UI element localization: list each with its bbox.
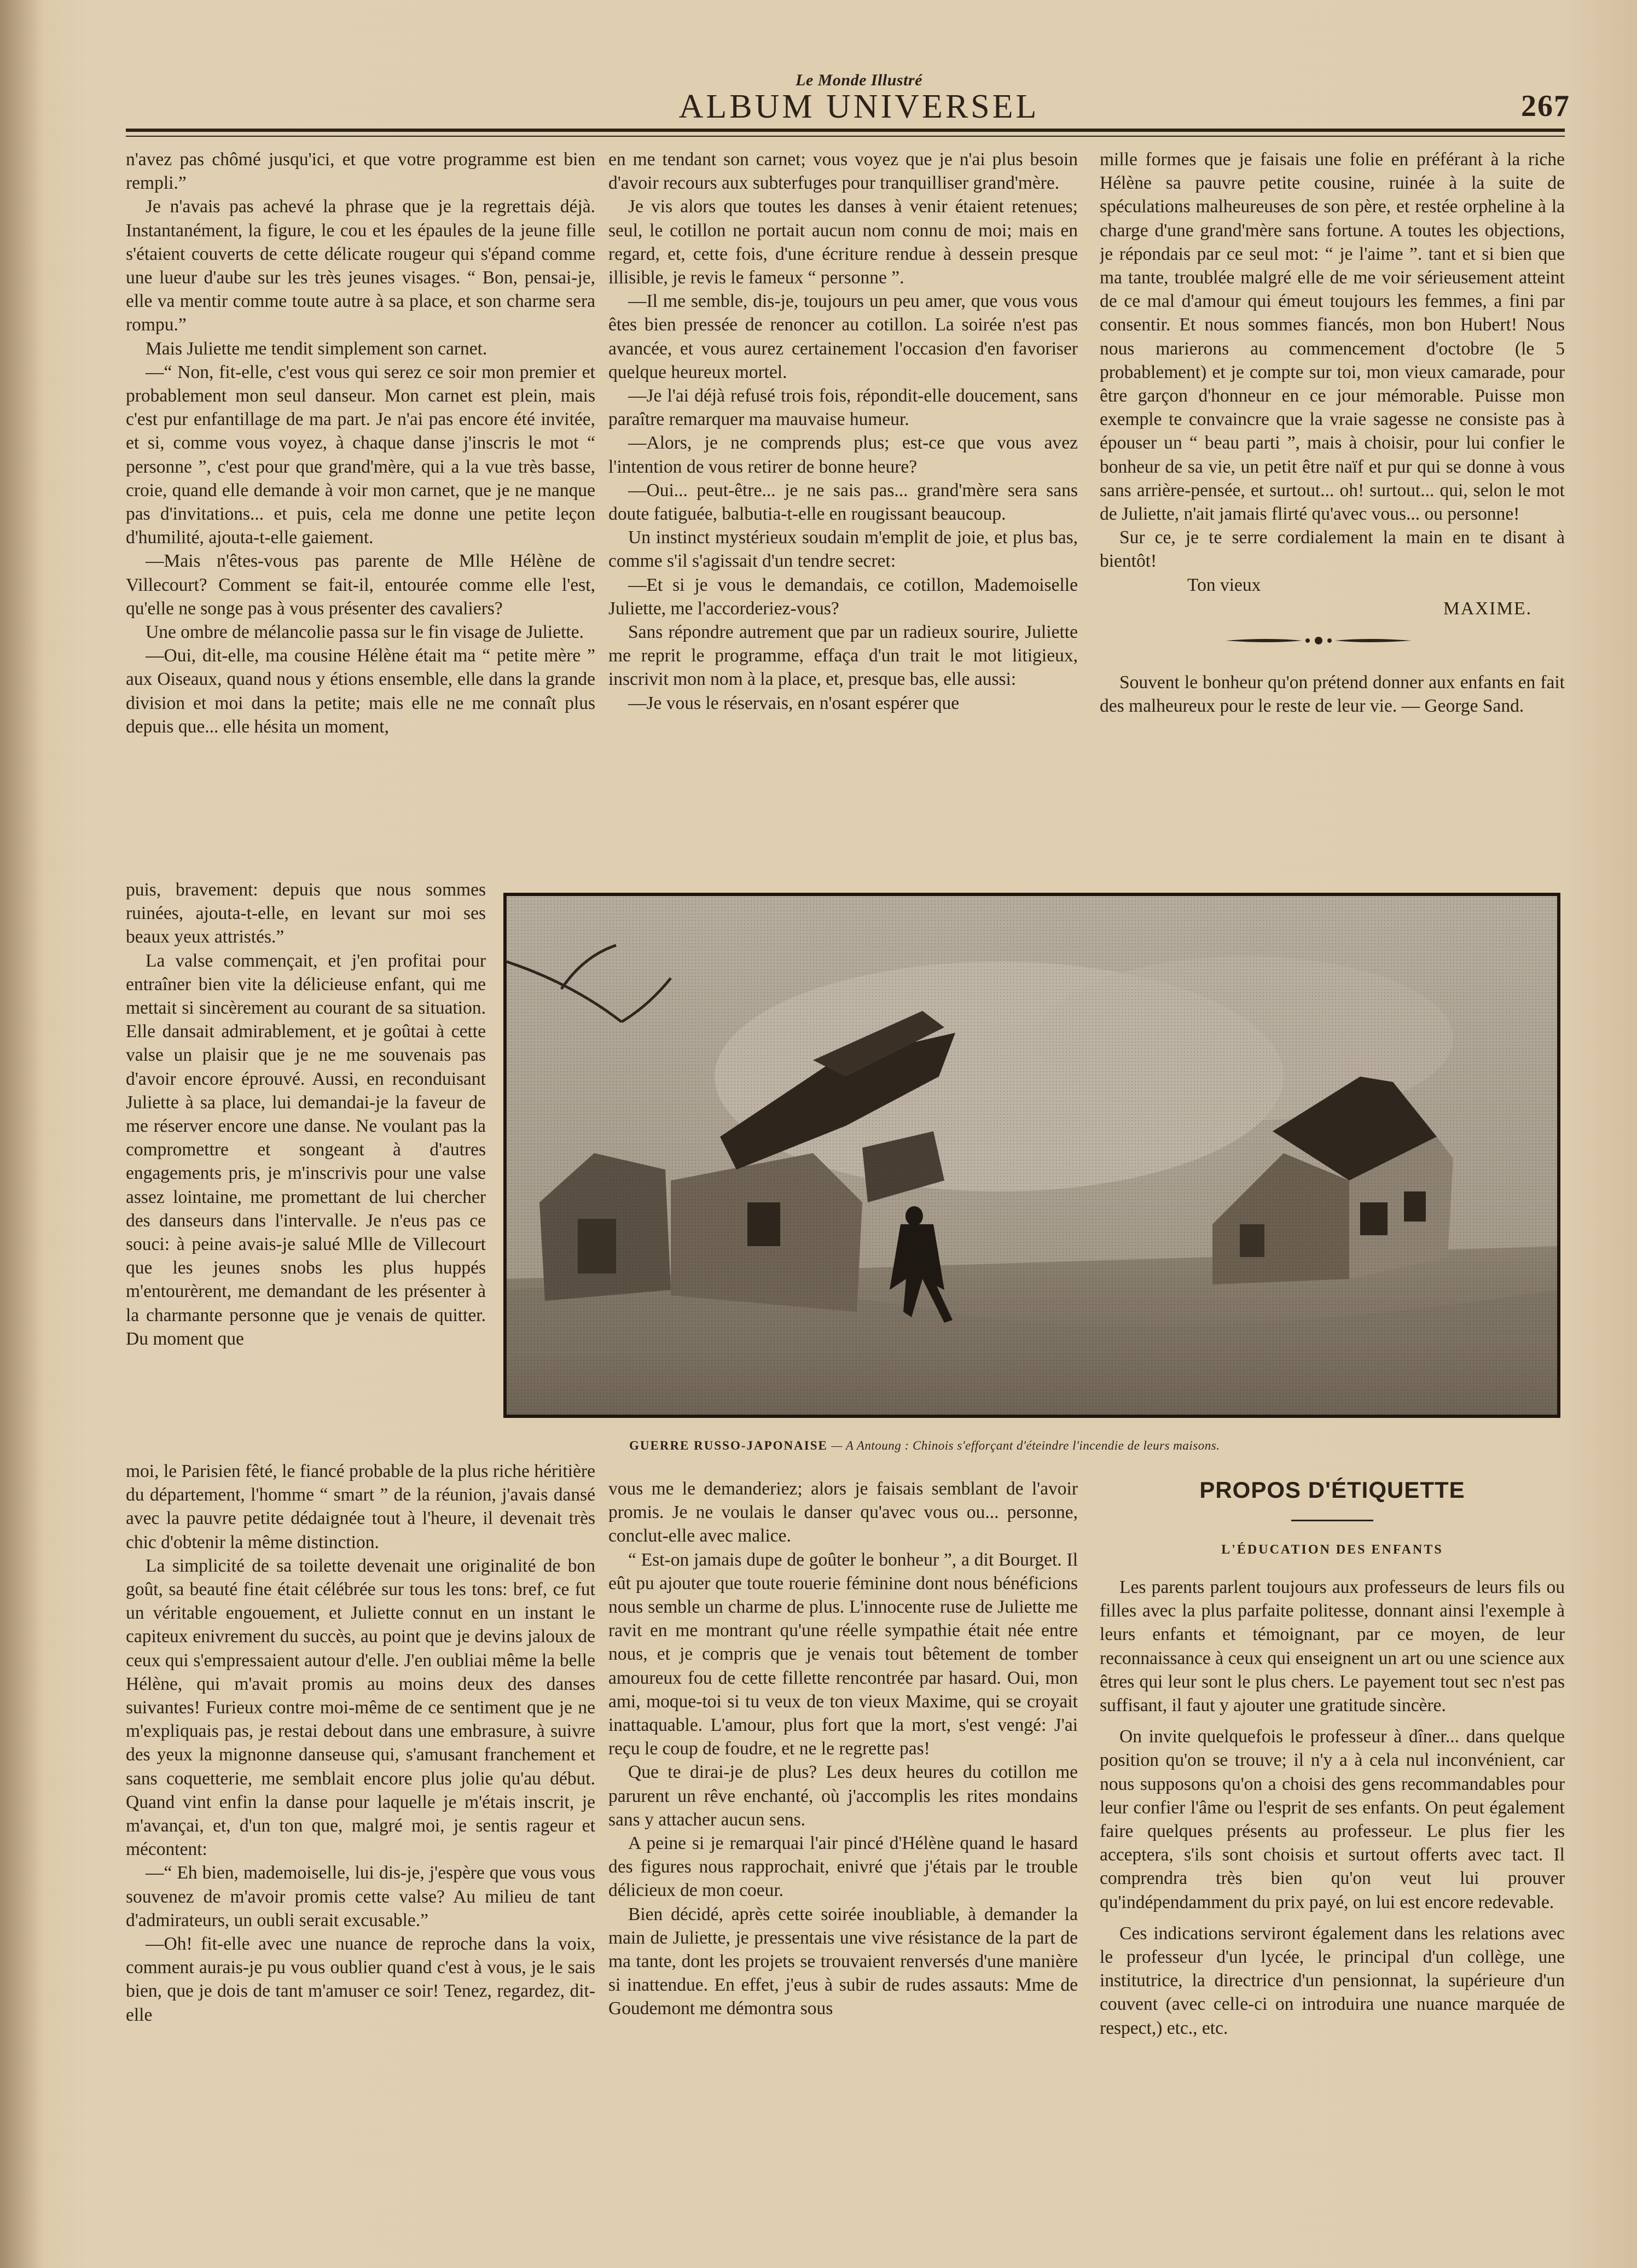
- photograph: [503, 893, 1560, 1418]
- column-1-middle: [126, 878, 486, 1461]
- paragraph: —“ Non, fit-elle, c'est vous qui serez ce soir mon premier et probablement mon seul danseur. Mon carnet est plein, mais c'est pur enfantillage de ma part. Je n'ai pas encore été invitée, et si, comme vous voyez, à chaque danse j'inscris le mot “ personne ”, c'est pour que grand'mère, qui a la vue très basse, croie, quand elle demande à voir mon carnet, que je ne manque pas d'invitations... et puis, cela me donne une petite leçon d'humilité, ajouta-t-elle gaiement.: [126, 362, 595, 548]
- page-number: 267: [1521, 89, 1570, 123]
- header-kicker: Le Monde Illustré: [796, 71, 922, 89]
- paragraph: Une ombre de mélancolie passa sur le fin visage de Juliette.: [146, 622, 584, 643]
- paragraph: —Oui... peut-être... je ne sais pas... grand'mère sera sans doute fatiguée, balbutia-t-elle en rougissant beaucoup.: [608, 480, 1078, 525]
- paragraph: —Alors, je ne comprends plus; est-ce que vous avez l'intention de vous retirer de bonne heure?: [608, 433, 1078, 477]
- paragraph: La simplicité de sa toilette devenait une originalité de bon goût, sa beauté fine était célébrée sur tous les tons: bref, ce fut un véritable engouement, et Juliette connut en un instant le capiteux enivrement du succès, au point que je devins jaloux de ceux qui s'empressaient autour d'elle. J'en oubliai même la belle Hélène, qui m'avait promis au moins deux des danses suivantes! Furieux contre moi-même de ce sentiment que je ne m'expliquais pas, je restai debout dans une embrasure, à suivre des yeux la mignonne danseuse qui, s'amusant franchement et sans coquetterie, me semblait encore plus jolie qu'au début. Quand vint enfin la danse pour laquelle je m'étais inscrit, je m'avançai, et, d'un ton que, malgré moi, je sentis rageur et mécontent:: [126, 1555, 595, 1860]
- paragraph: Ces indications serviront également dans les relations avec le professeur d'un lycée, le principal d'un collège, une institutrice, la directrice d'un pensionnat, la supérieure d'un couvent (avec celle-ci on introduira une nuance marquée de respect,) etc., etc.: [1100, 1923, 1565, 2038]
- paragraph: “ Est-on jamais dupe de goûter le bonheur ”, a dit Bourget. Il eût pu ajouter que toute rouerie féminine dont nous bénéficions nous semble un charme de plus. L'innocente ruse de Juliette me ravit en me montrant qu'une réelle sympathie était née entre nous, et je compris que je venais tout bêtement de tomber amoureux fou de cette fillette rencontrée par hasard. Oui, mon ami, moque-toi si tu veux de ton vieux Maxime, qui se croyait inattaquable. L'amour, plus fort que la mort, s'est vengé: J'ai reçu le coup de foudre, et ne le regrette pas!: [608, 1549, 1078, 1759]
- masthead-title: ALBUM UNIVERSEL: [678, 88, 1040, 125]
- paragraph: On invite quelquefois le professeur à dîner... dans quelque position qu'on se trouve; il n'y a à cela nul inconvénient, car nous supposons qu'on a choisi des gens recommandables pour leur confier l'âme ou l'esprit de ses enfants. On peut également faire quelques présents au professeur. Le plus fier les acceptera, s'ils sont choisis et surtout offerts avec tact. Il comprendra très bien qu'on veut lui prouver qu'indépendamment du prix payé, on lui est encore redevable.: [1100, 1726, 1565, 1912]
- paragraph: Je n'avais pas achevé la phrase que je la regrettais déjà. Instantanément, la figure, le cou et les épaules de la jeune fille s'étaient couverts de cette délicate rougeur qui s'épand comme une lueur d'aube sur les très jeunes visages. “ Bon, pensai-je, elle va mentir comme toute autre à sa place, et son charme sera rompu.”: [126, 196, 595, 335]
- paragraph: Mais Juliette me tendit simplement son carnet.: [146, 338, 487, 359]
- caption-text: — A Antoung : Chinois s'efforçant d'éteindre l'incendie de leurs maisons.: [831, 1439, 1220, 1452]
- ornament-divider: [1100, 632, 1565, 654]
- paragraph: mille formes que je faisais une folie en préférant à la riche Hélène sa pauvre petite cousine, ruinée à la suite de spéculations malheureuses de son père, et restée orpheline à la charge d'une grand'mère sans fortune. A toutes les objections, je répondais par ce seul mot: “ je l'aime ”. tant et si bien que ma tante, troublée malgré elle de me voir sérieusement atteint de ce mal d'amour qui émeut toujours les femmes, a fini par consentir. Et nous sommes fiancés, mon bon Hubert! Nous nous marierons au commencement d'octobre (le 5 probablement) et je compte sur toi, mon vieux camarade, pour être garçon d'honneur en ce jour mémorable. Puisse mon exemple te convaincre que la vraie sagesse ne consiste pas à épouser un “ beau parti ”, mais à choisir, pour lui confier le bonheur de sa vie, un petit être naïf et pur qui se donne à vous sans arrière-pensée, et surtout... oh! surtout... qui, selon le mot de Juliette, n'ait jamais flirté qu'avec vous... ou personne!: [1100, 149, 1565, 525]
- caption-title: GUERRE RUSSO-JAPONAISE: [629, 1439, 828, 1452]
- paragraph: Sur ce, je te serre cordialement la main en te disant à bientôt!: [1100, 527, 1565, 572]
- header-rule-thin: [126, 136, 1565, 137]
- section-title: PROPOS D'ÉTIQUETTE: [1199, 1477, 1465, 1503]
- section-subtitle: L'ÉDUCATION DES ENFANTS: [1221, 1543, 1443, 1557]
- paragraph: —Oh! fit-elle avec une nuance de reproche dans la voix, comment aurais-je pu vous oublier quand c'est à vous, je le sais bien, que je dois de tant m'amuser ce soir! Tenez, regardez, dit-elle: [126, 1934, 595, 2025]
- paragraph: Que te dirai-je de plus? Les deux heures du cotillon me parurent un rêve enchanté, où j'accomplis les rites mondains sans y attacher aucun sens.: [608, 1762, 1078, 1830]
- paragraph: —Je l'ai déjà refusé trois fois, répondit-elle doucement, sans paraître remarquer ma mauvaise humeur.: [608, 386, 1078, 430]
- paragraph: Sans répondre autrement que par un radieux sourire, Juliette me reprit le programme, effaça d'un trait le mot litigieux, inscrivit mon nom à la place, et, presque bas, elle aussi:: [608, 622, 1078, 690]
- photo-caption: [629, 1439, 1537, 1453]
- paragraph: moi, le Parisien fêté, le fiancé probable de la plus riche héritière du département, l'homme “ smart ” de la réunion, j'avais dansé avec la pauvre petite dédaignée tout à l'heure, il devenait très chic d'obtenir la même distinction.: [126, 1461, 595, 1552]
- paragraph: Un instinct mystérieux soudain m'emplit de joie, et plus bas, comme s'il s'agissait d'un tendre secret:: [608, 527, 1078, 572]
- paragraph: Bien décidé, après cette soirée inoubliable, à demander la main de Juliette, je pressentais une vive résistance de la part de ma tante, dont les projets se trouvaient renversés d'une manière si inattendue. En effet, j'eus à subir de rudes assauts: Mme de Goudemont me démontra sous: [608, 1904, 1078, 2019]
- paragraph: —“ Eh bien, mademoiselle, lui dis-je, j'espère que vous vous souvenez de m'avoir promis cette valse? Au milieu de tant d'admirateurs, un oubli serait excusable.”: [126, 1863, 595, 1930]
- signature-name: MAXIME.: [1443, 598, 1532, 619]
- column-3-bottom: [1100, 1575, 1565, 2188]
- column-2-top: [608, 148, 1078, 875]
- column-3-top: [1100, 148, 1565, 875]
- war-photo-image: [507, 896, 1557, 1415]
- paragraph: Je vis alors que toutes les danses à venir étaient retenues; seul, le cotillon ne portait aucun nom connu de moi; mais en regard, et, cette fois, d'une écriture rendue à dessein presque illisible, je revis le fameux “ personne ”.: [608, 196, 1078, 288]
- paragraph: en me tendant son carnet; vous voyez que je n'ai plus besoin d'avoir recours aux subterfuges pour tranquilliser grand'mère.: [608, 149, 1078, 194]
- paragraph: La valse commençait, et j'en profitai pour entraîner bien vite la délicieuse enfant, qui me mettait si sincèrement au courant de sa situation. Elle dansait admirablement, et je goûtai à cette valse un plaisir que je ne me souvenais pas d'avoir encore éprouvé. Aussi, en reconduisant Juliette à sa place, lui demandai-je la faveur de me réserver encore une danse. Ne voulant pas la compromettre et songeant à d'autres engagements pris, je m'inscrivis pour une valse assez lointaine, me promettant de lui chercher des danseurs dans l'intervalle. Je n'eus pas ce souci: à peine avais-je salué Mlle de Villecourt que les jeunes snobs les plus huppés m'entourèrent, me demandant de les présenter à la charmante personne que je venais de quitter. Du moment que: [126, 950, 486, 1349]
- quote: Souvent le bonheur qu'on prétend donner aux enfants en fait des malheureux pour le reste de leur vie. — George Sand.: [1100, 672, 1565, 717]
- paragraph: —Je vous le réservais, en n'osant espérer que: [628, 693, 960, 713]
- header-rule: [126, 129, 1565, 132]
- paragraph: vous me le demanderiez; alors je faisais semblant de l'avoir promis. Je ne voulais le danser qu'avec vous ou... personne, conclut-elle avec malice.: [608, 1479, 1078, 1546]
- paragraph: A peine si je remarquai l'air pincé d'Hélène quand le hasard des figures nous rapprochait, enivré que j'étais par le trouble délicieux de mon coeur.: [608, 1833, 1078, 1901]
- paragraph: n'avez pas chômé jusqu'ici, et que votre programme est bien rempli.”: [126, 149, 595, 194]
- paragraph: —Oui, dit-elle, ma cousine Hélène était ma “ petite mère ” aux Oiseaux, quand nous y étions ensemble, elle dans la grande division et moi dans la petite; mais elle ne me connaît plus depuis que... elle hésita un moment,: [126, 645, 595, 737]
- column-1-top: [126, 148, 595, 878]
- column-1-bottom: [126, 1459, 595, 2187]
- page-fold-shadow: [0, 0, 44, 2268]
- signoff-line: Ton vieux: [1187, 574, 1261, 595]
- ornament-icon: [1226, 632, 1412, 649]
- column-2-bottom: [608, 1477, 1078, 2188]
- paragraph: —Mais n'êtes-vous pas parente de Mlle Hélène de Villecourt? Comment se fait-il, entourée comme elle l'est, qu'elle ne songe pas à vous présenter des cavaliers?: [126, 551, 595, 619]
- section-rule: [1291, 1520, 1373, 1521]
- paragraph: —Il me semble, dis-je, toujours un peu amer, que vous vous êtes bien pressée de renoncer au cotillon. La soirée n'est pas avancée, et vous aurez certainement l'occasion d'en favoriser quelque heureux mortel.: [608, 291, 1078, 382]
- paragraph: —Et si je vous le demandais, ce cotillon, Mademoiselle Juliette, me l'accorderiez-vous?: [608, 574, 1078, 619]
- paragraph: Les parents parlent toujours aux professeurs de leurs fils ou filles avec la plus parfaite politesse, donnant ainsi l'exemple à leurs enfants et témoignant, par ce moyen, de leur reconnaissance à ceux qui enseignent un art ou une science aux êtres qui leur sont le plus chers. Le payement tout sec n'est pas suffisant, il faut y ajouter une gratitude sincère.: [1100, 1577, 1565, 1716]
- paragraph: puis, bravement: depuis que nous sommes ruinées, ajouta-t-elle, en levant sur moi ses beaux yeux attristés.”: [126, 880, 486, 947]
